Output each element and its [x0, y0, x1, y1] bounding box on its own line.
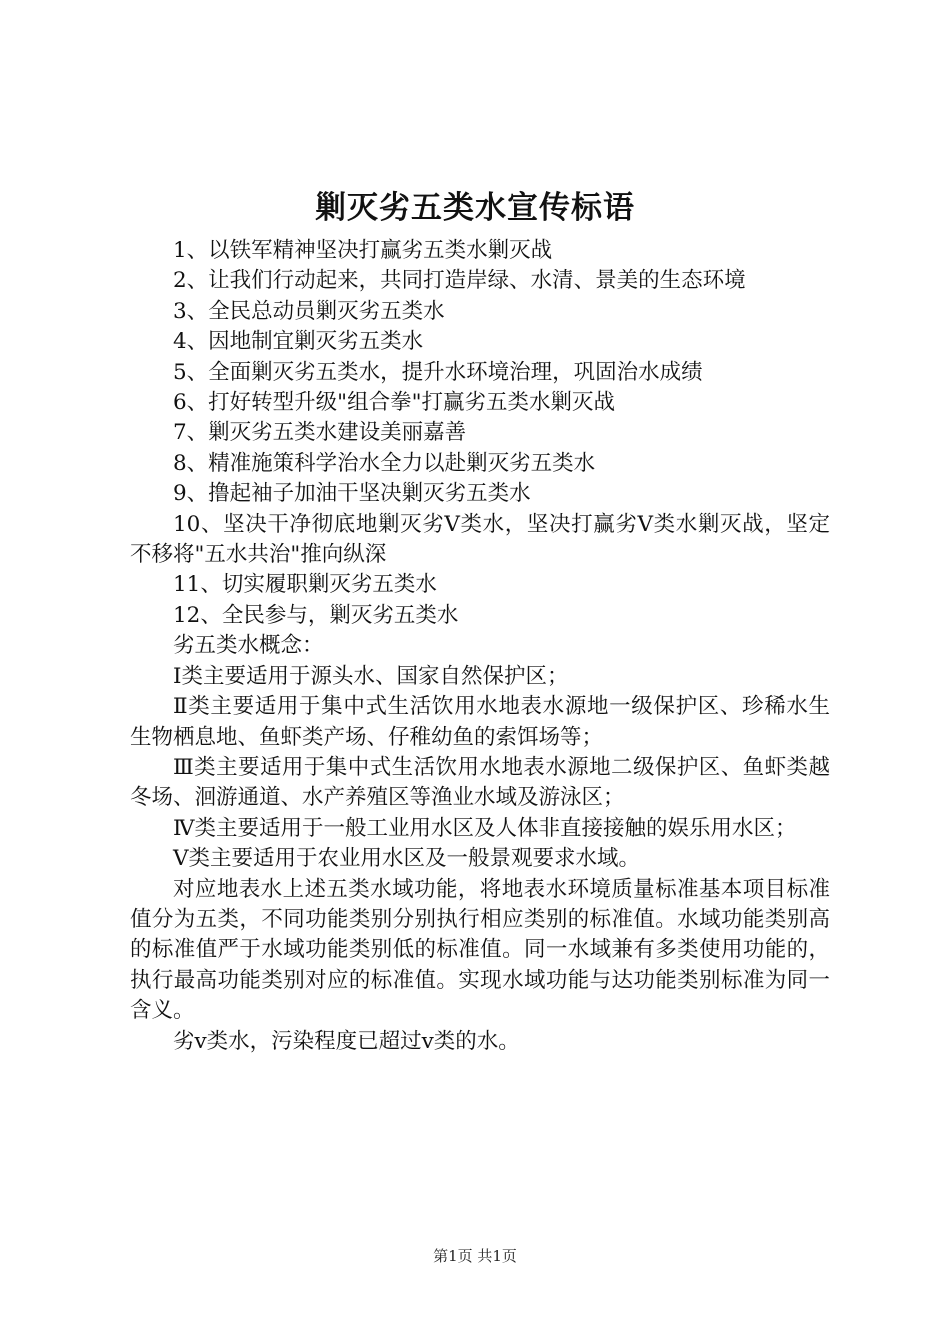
paragraph: 4、因地制宜剿灭劣五类水	[173, 329, 424, 355]
paragraph: 11、切实履职剿灭劣五类水	[173, 572, 437, 598]
paragraph: Ⅰ类主要适用于源头水、国家自然保护区；	[173, 663, 569, 689]
paragraph: 12、全民参与，剿灭劣五类水	[173, 602, 459, 628]
paragraph: Ⅱ类主要适用于集中式生活饮用水地表水源地一级保护区、珍稀水生生物栖息地、鱼虾类产场、仔稚幼鱼的索饵场等；	[130, 694, 830, 750]
paragraph: 2、让我们行动起来，共同打造岸绿、水清、景美的生态环境	[173, 268, 746, 294]
page-number-footer: 第1页 共1页	[433, 1247, 517, 1265]
paragraph: 5、全面剿灭劣五类水，提升水环境治理，巩固治水成绩	[173, 359, 703, 385]
paragraph: Ⅲ类主要适用于集中式生活饮用水地表水源地二级保护区、鱼虾类越冬场、洄游通道、水产养殖区等渔业水域及游泳区；	[130, 754, 830, 811]
paragraph: 3、全民总动员剿灭劣五类水	[173, 298, 445, 324]
paragraph: 7、剿灭劣五类水建设美丽嘉善	[173, 420, 467, 446]
paragraph: Ⅳ类主要适用于一般工业用水区及人体非直接接触的娱乐用水区；	[173, 815, 797, 841]
paragraph: 劣ⅴ类水，污染程度已超过ⅴ类的水。	[173, 1028, 520, 1054]
document-title: 剿灭劣五类水宣传标语	[315, 190, 635, 226]
paragraph: 8、精准施策科学治水全力以赴剿灭劣五类水	[173, 450, 596, 476]
paragraph: 9、撸起袖子加油干坚决剿灭劣五类水	[173, 481, 531, 507]
paragraph: 1、以铁军精神坚决打赢劣五类水剿灭战	[173, 238, 553, 263]
paragraph: 对应地表水上述五类水域功能，将地表水环境质量标准基本项目标准值分为五类，不同功能类别分别执行相应类别的标准值。水域功能类别高的标准值严于水域功能类别低的标准值。同一水域兼有多类使用功能的，执行最高功能类别对应的标准值。实现水域功能与达功能类别标准为同一含义。	[130, 876, 830, 1024]
document-body	[130, 236, 830, 1057]
paragraph: Ⅴ类主要适用于农业用水区及一般景观要求水域。	[173, 846, 641, 872]
paragraph: 6、打好转型升级"组合拳"打赢劣五类水剿灭战	[173, 390, 615, 416]
section-heading: 劣五类水概念：	[173, 633, 324, 659]
paragraph: 10、坚决干净彻底地剿灭劣Ⅴ类水，坚决打赢劣Ⅴ类水剿灭战，坚定不移将"五水共治"推向纵深	[130, 511, 830, 568]
